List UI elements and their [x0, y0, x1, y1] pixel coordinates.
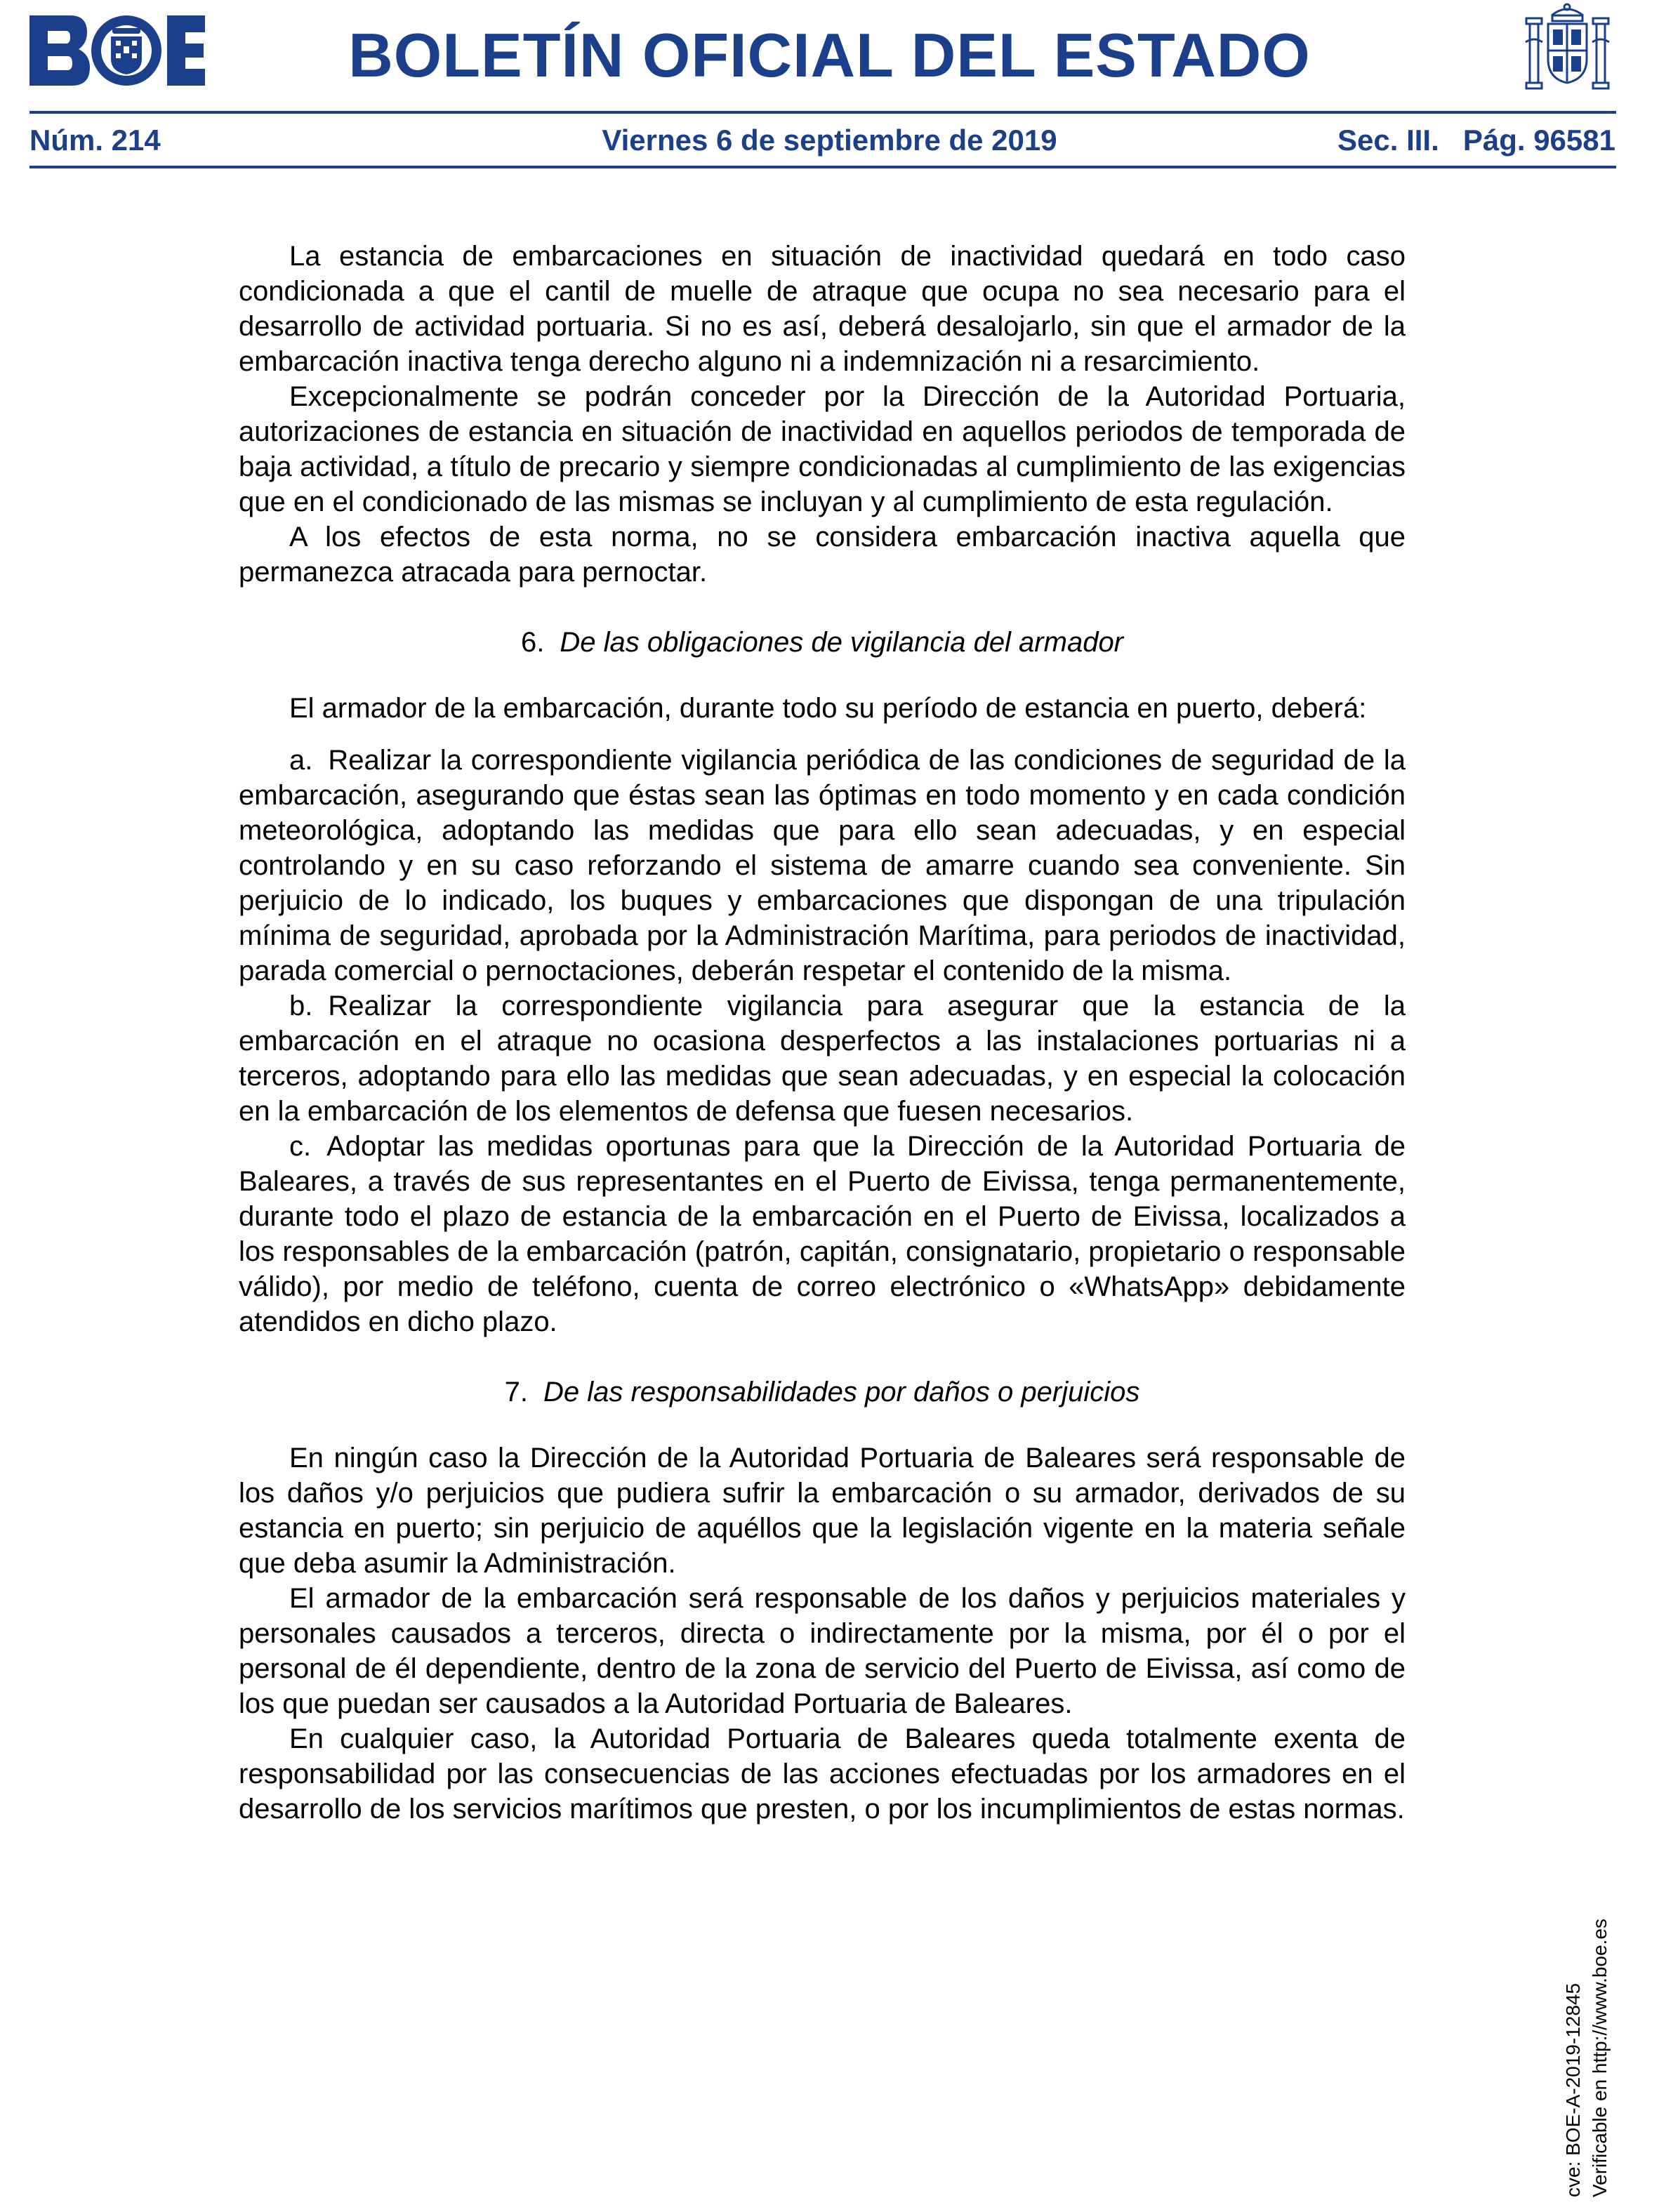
- list-item-c: [239, 1129, 1406, 1339]
- header-rule-bottom: [29, 166, 1616, 168]
- issue-date: Viernes 6 de septiembre de 2019: [602, 124, 1057, 157]
- section-heading-6: [239, 625, 1406, 660]
- list-label: c.: [289, 1131, 312, 1162]
- verification-sidebar: [1560, 1495, 1613, 2197]
- section-title: De las responsabilidades por daños o perjuicios: [543, 1377, 1140, 1408]
- document-body: [239, 239, 1406, 1827]
- header-rule-top: [29, 111, 1616, 114]
- section-number: 6.: [520, 627, 545, 658]
- list-label: b.: [289, 991, 313, 1021]
- coat-of-arms-icon: [1520, 0, 1615, 95]
- paragraph: Excepcionalmente se podrán conceder por la Dirección de la Autoridad Portuaria, autorizaciones de estancia en situación de inactividad en aquellos periodos de temporada de baja actividad, a título de precario y siempre condicionadas al cumplimiento de las exigencias que en el condicionado de las mismas se incluyan y al cumplimiento de esta regulación.: [239, 381, 1406, 517]
- list-label: a.: [289, 745, 313, 776]
- paragraph: El armador de la embarcación será responsable de los daños y perjuicios materiales y personales causados a terceros, directa o indirectamente por la misma, por él o por el personal de él dependiente, dentro de la zona de servicio del Puerto de Eivissa, así como de los que puedan ser causados a la Autoridad Portuaria de Baleares.: [239, 1583, 1406, 1719]
- section-label: Sec. III.: [1337, 124, 1439, 157]
- bulletin-title: BOLETÍN OFICIAL DEL ESTADO: [348, 20, 1311, 90]
- cve-code: cve: BOE-A-2019-12845: [1562, 1982, 1584, 2197]
- section-number: 7.: [504, 1377, 528, 1408]
- list-text: Realizar la correspondiente vigilancia para asegurar que la estancia de la embarcación en el atraque no ocasiona desperfectos a las instalaciones portuarias ni a terceros, adoptando para ello las medidas que sean adecuadas, y en especial la colocación en la embarcación de los elementos de defensa que fuesen necesarios.: [239, 991, 1406, 1127]
- section-title: De las obligaciones de vigilancia del armador: [560, 627, 1124, 658]
- paragraph: En cualquier caso, la Autoridad Portuaria de Baleares queda totalmente exenta de responsabilidad por las consecuencias de las acciones efectuadas por los armadores en el desarrollo de los servicios marítimos que presten, o por los incumplimientos de estas normas.: [239, 1723, 1406, 1824]
- list-text: Realizar la correspondiente vigilancia periódica de las condiciones de seguridad de la embarcación, asegurando que éstas sean las óptimas en todo momento y en cada condición meteorológica, adoptando las medidas que para ello sean adecuadas, y en especial controlando y en su caso reforzando el sistema de amarre cuando sea conveniente. Sin perjuicio de lo indicado, los buques y embarcaciones que dispongan de una tripulación mínima de seguridad, aprobada por la Administración Marítima, para periodos de inactividad, parada comercial o pernoctaciones, deberán respetar el contenido de la misma.: [239, 745, 1406, 986]
- verification-link[interactable]: Verificable en http://www.boe.es: [1589, 1919, 1611, 2197]
- list-text: Adoptar las medidas oportunas para que la Dirección de la Autoridad Portuaria de Baleares, a través de sus representantes en el Puerto de Eivissa, tenga permanentemente, durante todo el plazo de estancia de la embarcación en el Puerto de Eivissa, localizados a los responsables de la embarcación (patrón, capitán, consignatario, propietario o responsable válido), por medio de teléfono, cuenta de correo electrónico o «WhatsApp» debidamente atendidos en dicho plazo.: [239, 1131, 1406, 1337]
- list-item-a: [239, 743, 1406, 988]
- list-item-b: [239, 988, 1406, 1129]
- paragraph: A los efectos de esta norma, no se considera embarcación inactiva aquella que permanezca atracada para pernoctar.: [239, 522, 1406, 588]
- paragraph: En ningún caso la Dirección de la Autoridad Portuaria de Baleares será responsable de los daños y/o perjuicios que pudiera sufrir la embarcación o su armador, derivados de su estancia en puerto; sin perjuicio de aquéllos que la legislación vigente en la materia señale que deba asumir la Administración.: [239, 1443, 1406, 1579]
- page-number: Pág. 96581: [1462, 124, 1615, 157]
- section-heading-7: [239, 1375, 1406, 1410]
- paragraph: El armador de la embarcación, durante todo su período de estancia en puerto, deberá:: [289, 693, 1367, 724]
- paragraph: La estancia de embarcaciones en situación de inactividad quedará en todo caso condicionada a que el cantil de muelle de atraque que ocupa no sea necesario para el desarrollo de actividad portuaria. Si no es así, deberá desalojarlo, sin que el armador de la embarcación inactiva tenga derecho alguno ni a indemnización ni a resarcimiento.: [239, 241, 1406, 377]
- issue-number: Núm. 214: [29, 124, 161, 157]
